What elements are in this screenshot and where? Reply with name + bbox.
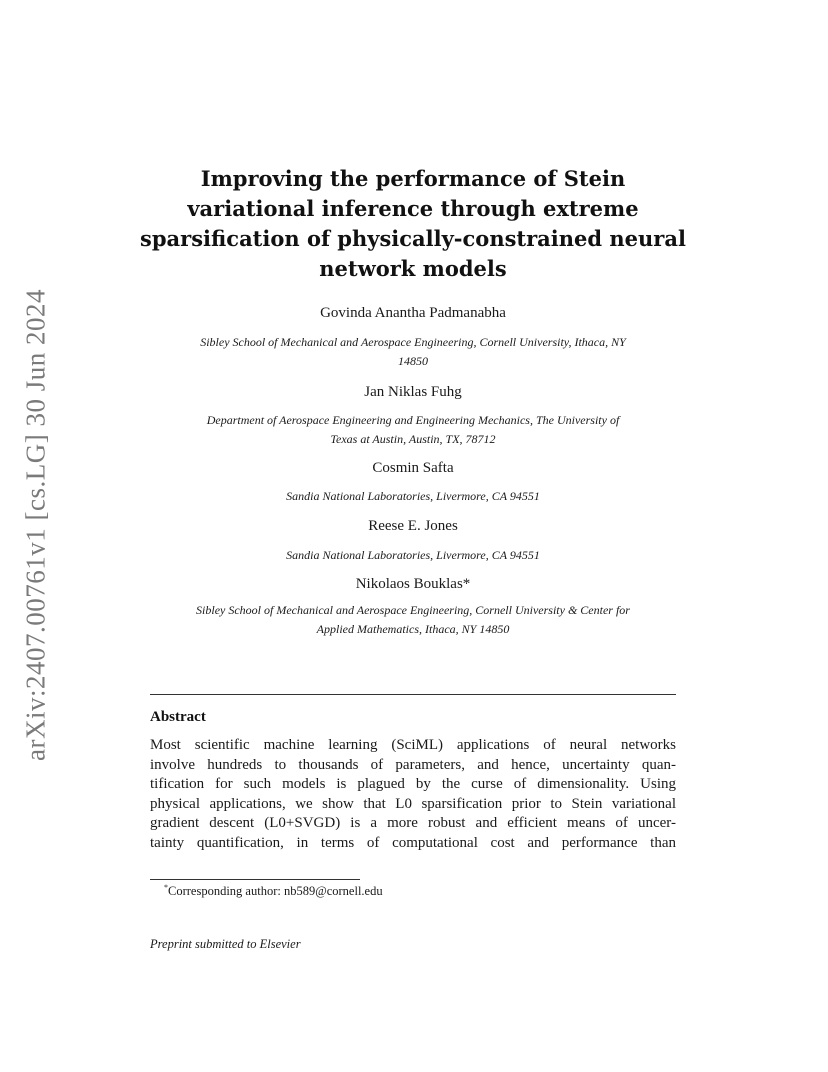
footnote-divider [150, 879, 360, 880]
abstract-line: tification for such models is plagued by the curse of dimensionality. Using [150, 776, 676, 793]
author-name: Reese E. Jones [368, 518, 458, 534]
affiliation-line: Sibley School of Mechanical and Aerospace Engineering, Cornell University & Center for [196, 603, 630, 617]
abstract-line: involve hundreds to thousands of parameters, and hence, uncertainty quan- [150, 756, 676, 773]
arxiv-identifier: arXiv:2407.00761v1 [cs.LG] 30 Jun 2024 [20, 289, 51, 761]
abstract-divider [150, 694, 676, 695]
footnote-marker: * [164, 883, 168, 892]
abstract-heading: Abstract [150, 709, 206, 725]
abstract-line: gradient descent (L0+SVGD) is a more robust and efficient means of uncer- [150, 815, 676, 832]
author-name: Nikolaos Bouklas* [355, 576, 471, 592]
preprint-note: Preprint submitted to Elsevier [150, 937, 301, 951]
affiliation-line: Sibley School of Mechanical and Aerospace Engineering, Cornell University, Ithaca, NY [200, 335, 626, 349]
paper-title [140, 164, 686, 284]
author-name: Govinda Anantha Padmanabha [320, 305, 506, 321]
title-line: variational inference through extreme [187, 196, 639, 221]
author-name: Jan Niklas Fuhg [364, 384, 462, 400]
affiliation-line: 14850 [398, 354, 428, 368]
footnote-text: Corresponding author: nb589@cornell.edu [168, 884, 383, 899]
title-line: network models [319, 256, 507, 281]
abstract-line: tainty quantification, in terms of computational cost and performance than [150, 834, 676, 851]
abstract-line: Most scientific machine learning (SciML) applications of neural networks [150, 737, 676, 753]
affiliation-line: Department of Aerospace Engineering and Engineering Mechanics, The University of [206, 413, 620, 427]
author-name: Cosmin Safta [372, 460, 454, 476]
affiliation-line: Sandia National Laboratories, Livermore, CA 94551 [286, 548, 540, 562]
title-line: Improving the performance of Stein [200, 166, 626, 191]
author-affiliation [140, 546, 686, 565]
affiliation-line: Texas at Austin, Austin, TX, 78712 [330, 432, 496, 446]
affiliation-line: Applied Mathematics, Ithaca, NY 14850 [316, 622, 510, 636]
footnote [164, 883, 383, 899]
author-affiliation [140, 487, 686, 506]
abstract-line: physical applications, we show that L0 sparsification prior to Stein variational [150, 795, 676, 812]
affiliation-line: Sandia National Laboratories, Livermore, CA 94551 [286, 489, 540, 503]
author-affiliation [140, 601, 686, 639]
abstract-body [150, 736, 676, 854]
author-affiliation [140, 333, 686, 371]
author-affiliation [140, 411, 686, 449]
title-line: sparsification of physically-constrained neural [140, 226, 686, 251]
